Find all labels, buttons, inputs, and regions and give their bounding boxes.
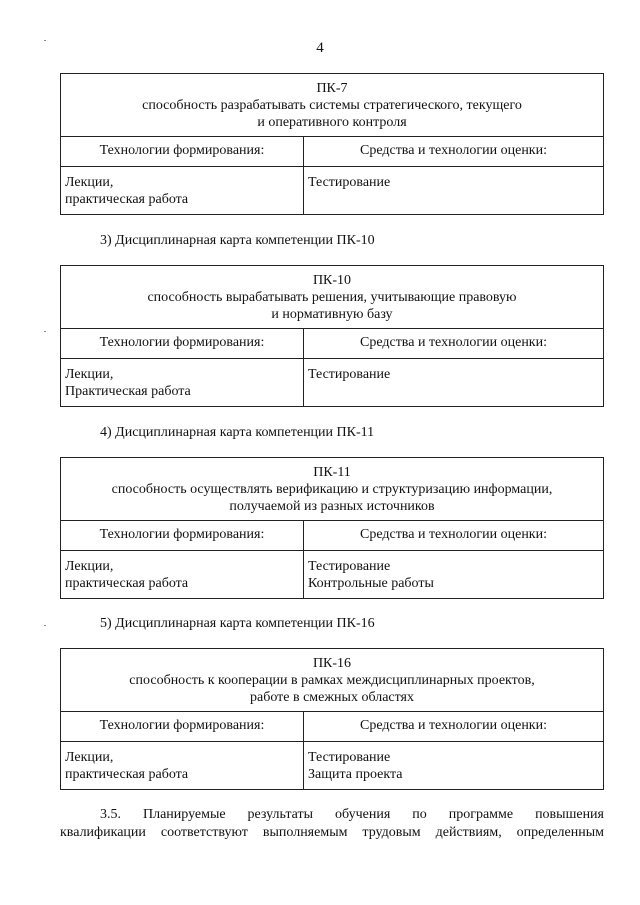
column-header-row bbox=[61, 329, 603, 358]
paragraph-line: квалификации соответствуют выполняемым трудовым действиям, определенным bbox=[60, 825, 604, 840]
competency-code: ПК-10 bbox=[312, 273, 352, 288]
competency-description-line: способность осуществлять верификацию и структуризацию информации, bbox=[111, 482, 553, 497]
content-row bbox=[61, 358, 603, 406]
assessment-tools-header: Средства и технологии оценки: bbox=[359, 527, 547, 542]
cell-line: Лекции, bbox=[65, 750, 114, 765]
competency-code: ПК-7 bbox=[316, 81, 348, 96]
column-header-row bbox=[61, 712, 603, 741]
competency-description-line: и нормативную базу bbox=[271, 307, 393, 322]
assessment-tools-header: Средства и технологии оценки: bbox=[359, 143, 547, 158]
competency-description-line: способность к кооперации в рамках междисциплинарных проектов, bbox=[129, 673, 535, 688]
competency-description-line: способность вырабатывать решения, учитывающие правовую bbox=[147, 290, 517, 305]
competency-card-pk10 bbox=[60, 265, 604, 407]
card-caption: 3) Дисциплинарная карта компетенции ПК-10 bbox=[100, 233, 375, 248]
column-header-row bbox=[61, 521, 603, 550]
cell-line: Лекции, bbox=[65, 367, 114, 382]
cell-line: Защита проекта bbox=[308, 767, 403, 782]
cell-line: Тестирование bbox=[308, 559, 391, 574]
formation-technologies-header: Технологии формирования: bbox=[61, 137, 304, 166]
assessment-tools-cell bbox=[304, 742, 603, 789]
competency-description-line: способность разрабатывать системы стратегического, текущего bbox=[142, 98, 522, 113]
formation-technologies-header: Технологии формирования: bbox=[61, 521, 304, 550]
cell-line: практическая работа bbox=[65, 576, 189, 591]
assessment-tools-cell bbox=[304, 551, 603, 598]
card-header bbox=[61, 74, 603, 137]
formation-technologies-header: Технологии формирования: bbox=[61, 329, 304, 358]
paragraph-line: 3.5. Планируемые результаты обучения по программе повышения bbox=[100, 807, 604, 822]
competency-code: ПК-16 bbox=[312, 656, 352, 671]
assessment-tools-cell bbox=[304, 167, 603, 214]
scan-speck bbox=[44, 331, 46, 332]
cell-line: практическая работа bbox=[65, 767, 189, 782]
formation-technologies-cell bbox=[61, 359, 304, 406]
formation-technologies-cell bbox=[61, 742, 304, 789]
card-header bbox=[61, 266, 603, 329]
cell-line: Лекции, bbox=[65, 175, 114, 190]
cell-line: Тестирование bbox=[308, 750, 391, 765]
cell-line: Лекции, bbox=[65, 559, 114, 574]
competency-card-pk16 bbox=[60, 648, 604, 790]
cell-line: Практическая работа bbox=[65, 384, 191, 399]
competency-card-pk7 bbox=[60, 73, 604, 215]
column-header-row bbox=[61, 137, 603, 166]
competency-card-pk11 bbox=[60, 457, 604, 599]
formation-technologies-cell bbox=[61, 167, 304, 214]
assessment-tools-header: Средства и технологии оценки: bbox=[359, 335, 547, 350]
assessment-tools-header: Средства и технологии оценки: bbox=[359, 718, 547, 733]
card-header bbox=[61, 458, 603, 521]
card-caption: 4) Дисциплинарная карта компетенции ПК-11 bbox=[100, 425, 375, 440]
card-caption: 5) Дисциплинарная карта компетенции ПК-16 bbox=[100, 616, 375, 631]
content-row bbox=[61, 550, 603, 598]
page-number: 4 bbox=[316, 40, 324, 56]
content-row bbox=[61, 166, 603, 214]
assessment-tools-cell bbox=[304, 359, 603, 406]
results-paragraph bbox=[60, 806, 604, 842]
competency-description-line: и оперативного контроля bbox=[257, 115, 407, 130]
cell-line: практическая работа bbox=[65, 192, 189, 207]
scan-speck bbox=[44, 40, 46, 41]
competency-code: ПК-11 bbox=[313, 465, 351, 480]
formation-technologies-header: Технологии формирования: bbox=[61, 712, 304, 741]
card-header bbox=[61, 649, 603, 712]
cell-line: Тестирование bbox=[308, 175, 391, 190]
scan-speck bbox=[44, 625, 46, 626]
cell-line: Тестирование bbox=[308, 367, 391, 382]
formation-technologies-cell bbox=[61, 551, 304, 598]
competency-description-line: работе в смежных областях bbox=[249, 690, 414, 705]
cell-line: Контрольные работы bbox=[308, 576, 434, 591]
content-row bbox=[61, 741, 603, 789]
competency-description-line: получаемой из разных источников bbox=[229, 499, 435, 514]
